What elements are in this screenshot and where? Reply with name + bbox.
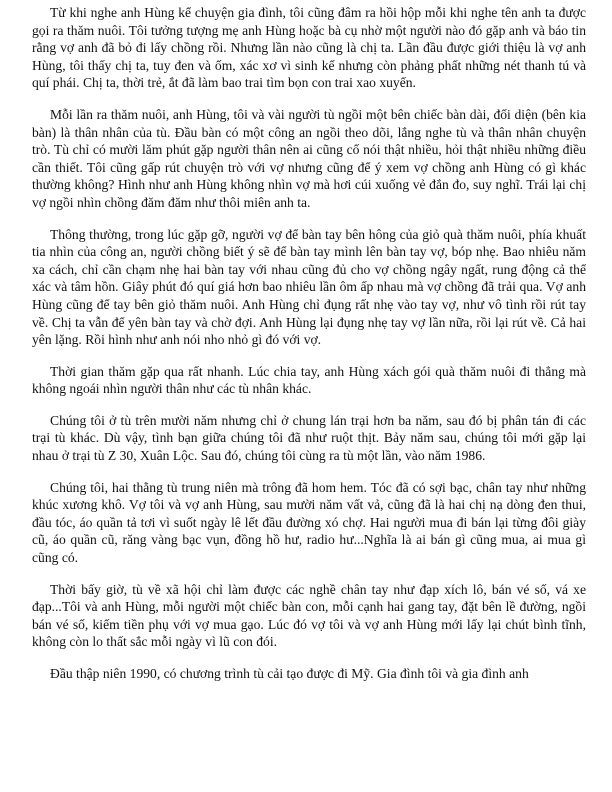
paragraph-6: Chúng tôi, hai thằng tù trung niên mà trông đã hom hem. Tóc đã có sợi bạc, chân tay như những khúc xương khô. Vợ tôi và vợ anh Hùng, sau mười năm vất vả, cũng đã là hai chị nạ dòng đen thui, đầu tóc, áo quần tả tơi vì suốt ngày lê lết đầu đường xó chợ. Hai người mua đi bán lại từng đôi giày cũ, áo quần cũ, răng vàng bạc vụn, đồng hồ hư, radio hư...Nghĩa là ai bán gì cũng mua, ai mua gì cũng có. (32, 479, 586, 566)
paragraph-8: Đầu thập niên 1990, có chương trình tù cải tạo được đi Mỹ. Gia đình tôi và gia đình anh (50, 666, 529, 681)
paragraph-1: Từ khi nghe anh Hùng kể chuyện gia đình, tôi cũng đâm ra hồi hộp mỗi khi nghe tên anh ta được gọi ra thăm nuôi. Tôi tưởng tượng mẹ anh Hùng hoặc bà cụ nhờ một người nào đó gặp anh và báo tin rằng vợ anh đã bỏ đi lấy chồng rồi. Nhưng lần nào cũng là chị ta. Lần đầu được giới thiệu là vợ anh Hùng, tôi thấy chị ta, tuy đen và ốm, xác xơ vì sinh kế nhưng còn phảng phất những nét thanh tú và quí phái. Chị ta, thời trẻ, ắt đã làm bao trai tìm bọn con trai xao xuyến. (32, 5, 586, 91)
paragraph-4: Thời gian thăm gặp qua rất nhanh. Lúc chia tay, anh Hùng xách gói quà thăm nuôi đi thẳng mà không ngoái nhìn người thân như các tù nhân khác. (32, 363, 586, 397)
paragraph-3: Thông thường, trong lúc gặp gỡ, người vợ để bàn tay bên hông của giỏ quà thăm nuôi, phía khuất tia nhìn của công an, người chồng biết ý sẽ để bàn tay mình lên bàn tay vợ, bóp nhẹ. Bao nhiêu năm xa cách, chỉ cần chạm nhẹ hai bàn tay với nhau cũng đủ cho vợ chồng ngây ngất, rung động cả thể xác và tâm hồn. Giây phút đó quí giá hơn bao nhiêu lần ôm ấp nhau mà vợ chồng đã trải qua. Vợ anh Hùng cũng để tay bên giỏ thăm nuôi. Anh Hùng chỉ đụng rất nhẹ vào tay vợ, như vô tình rồi rút tay về. Chị ta vẫn để yên bàn tay và chờ đợi. Anh Hùng lại đụng nhẹ tay vợ lần nữa, rồi lại rút về. Cả hai yên lặng. Rồi hình như anh nói nho nhỏ gì đó với vợ. (32, 226, 586, 348)
paragraph-5: Chúng tôi ở tù trên mười năm nhưng chỉ ở chung lán trại hơn ba năm, sau đó bị phân tán đi các trại tù khác. Dù vậy, tình bạn giữa chúng tôi đã như ruột thịt. Bảy năm sau, chúng tôi mới gặp lại nhau ở trại tù Z 30, Xuân Lộc. Sau đó, chúng tôi cùng ra tù một lần, vào năm 1986. (32, 412, 586, 464)
paragraph-7: Thời bấy giờ, tù về xã hội chỉ làm được các nghề chân tay như đạp xích lô, bán vé số, vá xe đạp...Tôi và anh Hùng, mỗi người một chiếc bàn con, mỗi cạnh hai gang tay, đặt bên lề đường, ngồi bán vé số, kiếm tiền phụ với vợ mua gạo. Lúc đó vợ tôi và vợ anh Hùng mới lấy lại chút bình tĩnh, không còn lo thất sắc mỗi ngày vì lũ con đói. (32, 581, 586, 650)
paragraph-2: Mỗi lần ra thăm nuôi, anh Hùng, tôi và vài người tù ngồi một bên chiếc bàn dài, đối diện (bên kia bàn) là thân nhân của tù. Đầu bàn có một công an ngồi theo dõi, lắng nghe tù và thân nhân chuyện trò. Tù chỉ có mười lăm phút gặp người thân nên ai cũng cố nói thật nhiều, hỏi thật nhiều những điều cần thiết. Tôi cũng gấp rút chuyện trò với vợ nhưng cũng để ý xem vợ chồng anh Hùng có gì khác thường không? Hình như anh Hùng không nhìn vợ mà hơi cúi xuống vẻ đắn đo, suy nghĩ. Trái lại chị vợ ngồi nhìn chồng đăm đăm như thôi miên anh ta. (32, 106, 586, 210)
document-page (32, 4, 586, 697)
